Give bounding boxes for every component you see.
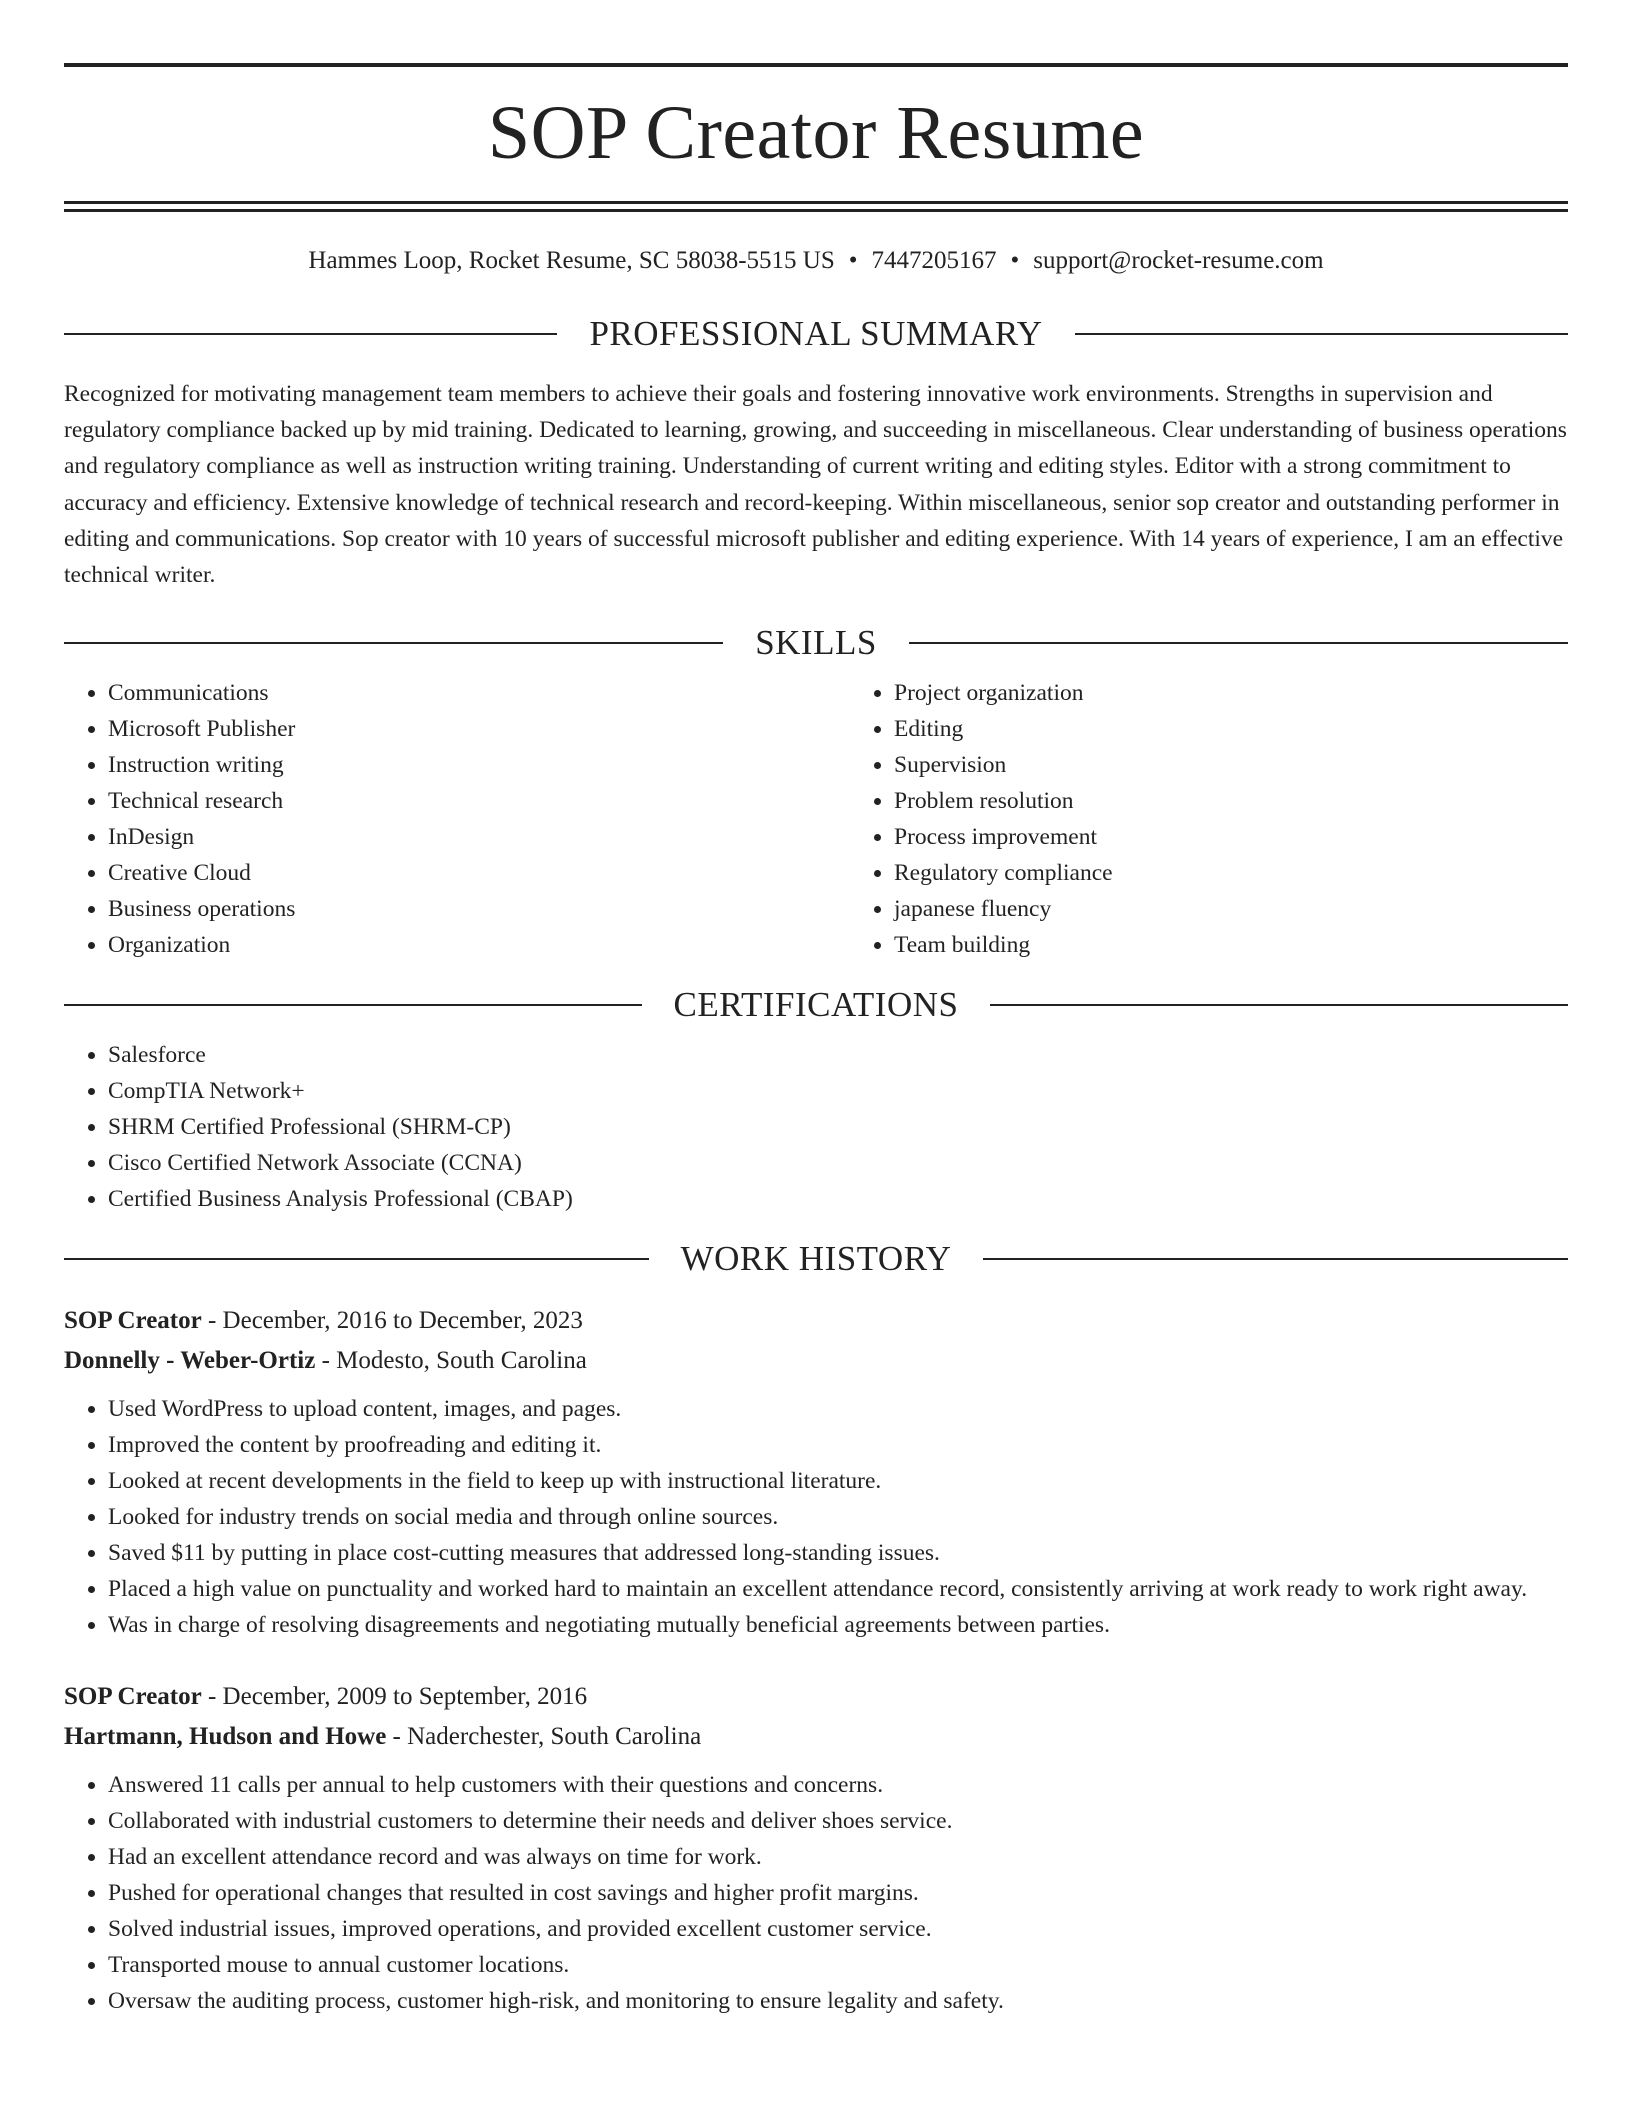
job-bullet: • Solved industrial issues, improved operations, and provided excellent customer service. xyxy=(108,1911,1568,1947)
skill-item: • Creative Cloud xyxy=(108,855,850,891)
job-bullet: • Pushed for operational changes that resulted in cost savings and higher profit margins. xyxy=(108,1875,1568,1911)
certifications-heading xyxy=(64,985,1568,1025)
skill-item: • Microsoft Publisher xyxy=(108,711,850,747)
summary-heading-label: PROFESSIONAL SUMMARY xyxy=(589,314,1043,353)
contact-phone: 7447205167 xyxy=(871,247,997,274)
job-location: - Naderchester, South Carolina xyxy=(386,1723,702,1751)
certification-item: • CompTIA Network+ xyxy=(108,1073,1568,1109)
certification-item: • Salesforce xyxy=(108,1037,1568,1073)
job-entry xyxy=(64,1677,1568,2019)
job-bullet: • Looked for industry trends on social media and through online sources. xyxy=(108,1499,1568,1535)
heading-rule xyxy=(983,1258,1568,1260)
skills-column-left xyxy=(64,675,850,963)
job-bullet: • Was in charge of resolving disagreements and negotiating mutually beneficial agreements between parties. xyxy=(108,1607,1568,1643)
skill-item: • japanese fluency xyxy=(894,891,1568,927)
skill-item: • Business operations xyxy=(108,891,850,927)
summary-heading xyxy=(64,314,1568,354)
certification-item: • Cisco Certified Network Associate (CCNA) xyxy=(108,1145,1568,1181)
header-top-rule xyxy=(64,63,1568,67)
job-title-line xyxy=(64,1677,1568,1717)
contact-address: Hammes Loop, Rocket Resume, SC 58038-5515 US xyxy=(308,247,835,274)
job-bullet: • Oversaw the auditing process, customer high-risk, and monitoring to ensure legality and safety. xyxy=(108,1983,1568,2019)
resume-title: SOP Creator Resume xyxy=(487,91,1145,175)
certification-item: • Certified Business Analysis Professional (CBAP) xyxy=(108,1181,1568,1217)
job-company-line xyxy=(64,1341,1568,1381)
job-company-line xyxy=(64,1717,1568,1757)
resume-page xyxy=(64,0,1568,2019)
job-bullet: • Answered 11 calls per annual to help customers with their questions and concerns. xyxy=(108,1767,1568,1803)
contact-separator: • xyxy=(848,247,858,274)
skills-column-right xyxy=(850,675,1568,963)
certification-item: • SHRM Certified Professional (SHRM-CP) xyxy=(108,1109,1568,1145)
job-bullet: • Had an excellent attendance record and was always on time for work. xyxy=(108,1839,1568,1875)
work-history-heading-label: WORK HISTORY xyxy=(680,1239,952,1279)
certifications-list xyxy=(64,1037,1568,1217)
job-bullet: • Looked at recent developments in the field to keep up with instructional literature. xyxy=(108,1463,1568,1499)
job-title: SOP Creator xyxy=(64,1307,202,1335)
job-bullets xyxy=(64,1767,1568,2019)
skills-heading-label: SKILLS xyxy=(755,623,877,663)
heading-rule xyxy=(909,642,1568,644)
skill-item: • Process improvement xyxy=(894,819,1568,855)
job-company: Donnelly - Weber-Ortiz xyxy=(64,1347,316,1375)
job-bullet: • Used WordPress to upload content, images, and pages. xyxy=(108,1391,1568,1427)
job-bullets xyxy=(64,1391,1568,1643)
skill-item: • Supervision xyxy=(894,747,1568,783)
skill-item: • Problem resolution xyxy=(894,783,1568,819)
certifications-heading-label: CERTIFICATIONS xyxy=(673,985,959,1025)
job-bullet: • Placed a high value on punctuality and worked hard to maintain an excellent attendance record, consistently arriving at work ready to work right away. xyxy=(108,1571,1568,1607)
skill-item: • Project organization xyxy=(894,675,1568,711)
job-dates: - December, 2009 to September, 2016 xyxy=(201,1683,588,1711)
job-dates: - December, 2016 to December, 2023 xyxy=(201,1307,583,1335)
job-bullet: • Transported mouse to annual customer locations. xyxy=(108,1947,1568,1983)
job-entry xyxy=(64,1301,1568,1643)
skill-item: • Editing xyxy=(894,711,1568,747)
skill-item: • Organization xyxy=(108,927,850,963)
skills-list xyxy=(64,675,1568,963)
heading-rule xyxy=(1075,333,1568,335)
skill-item: • Instruction writing xyxy=(108,747,850,783)
skill-item: • Regulatory compliance xyxy=(894,855,1568,891)
header-double-rule xyxy=(64,201,1568,212)
work-history-heading xyxy=(64,1239,1568,1279)
summary-text: Recognized for motivating management team members to achieve their goals and fostering innovative work environments. Strengths in supervision and regulatory compliance backed up by mid training. Dedicated to learning, growing, and succeeding in miscellaneous. Clear understanding of business operations and regulatory compliance as well as instruction writing training. Understanding of current writing and editing styles. Editor with a strong commitment to accuracy and efficiency. Extensive knowledge of technical research and record-keeping. Within miscellaneous, senior sop creator and outstanding performer in editing and communications. Sop creator with 10 years of successful microsoft publisher and editing experience. With 14 years of experience, I am an effective technical writer. xyxy=(64,381,1567,589)
skill-item: • InDesign xyxy=(108,819,850,855)
job-location: - Modesto, South Carolina xyxy=(315,1347,587,1375)
job-title-line xyxy=(64,1301,1568,1341)
heading-rule xyxy=(64,333,557,335)
job-title: SOP Creator xyxy=(64,1683,202,1711)
job-bullet: • Saved $11 by putting in place cost-cutting measures that addressed long-standing issues. xyxy=(108,1535,1568,1571)
heading-rule xyxy=(64,1258,649,1260)
heading-rule xyxy=(64,642,723,644)
skill-item: • Communications xyxy=(108,675,850,711)
skill-item: • Technical research xyxy=(108,783,850,819)
heading-rule xyxy=(64,1004,642,1006)
skills-heading xyxy=(64,623,1568,663)
heading-rule xyxy=(990,1004,1568,1006)
job-bullet: • Improved the content by proofreading and editing it. xyxy=(108,1427,1568,1463)
contact-email: support@rocket-resume.com xyxy=(1033,247,1324,274)
job-bullet: • Collaborated with industrial customers to determine their needs and deliver shoes service. xyxy=(108,1803,1568,1839)
job-company: Hartmann, Hudson and Howe xyxy=(64,1723,387,1751)
skill-item: • Team building xyxy=(894,927,1568,963)
contact-line xyxy=(64,246,1568,276)
contact-separator: • xyxy=(1010,247,1020,274)
